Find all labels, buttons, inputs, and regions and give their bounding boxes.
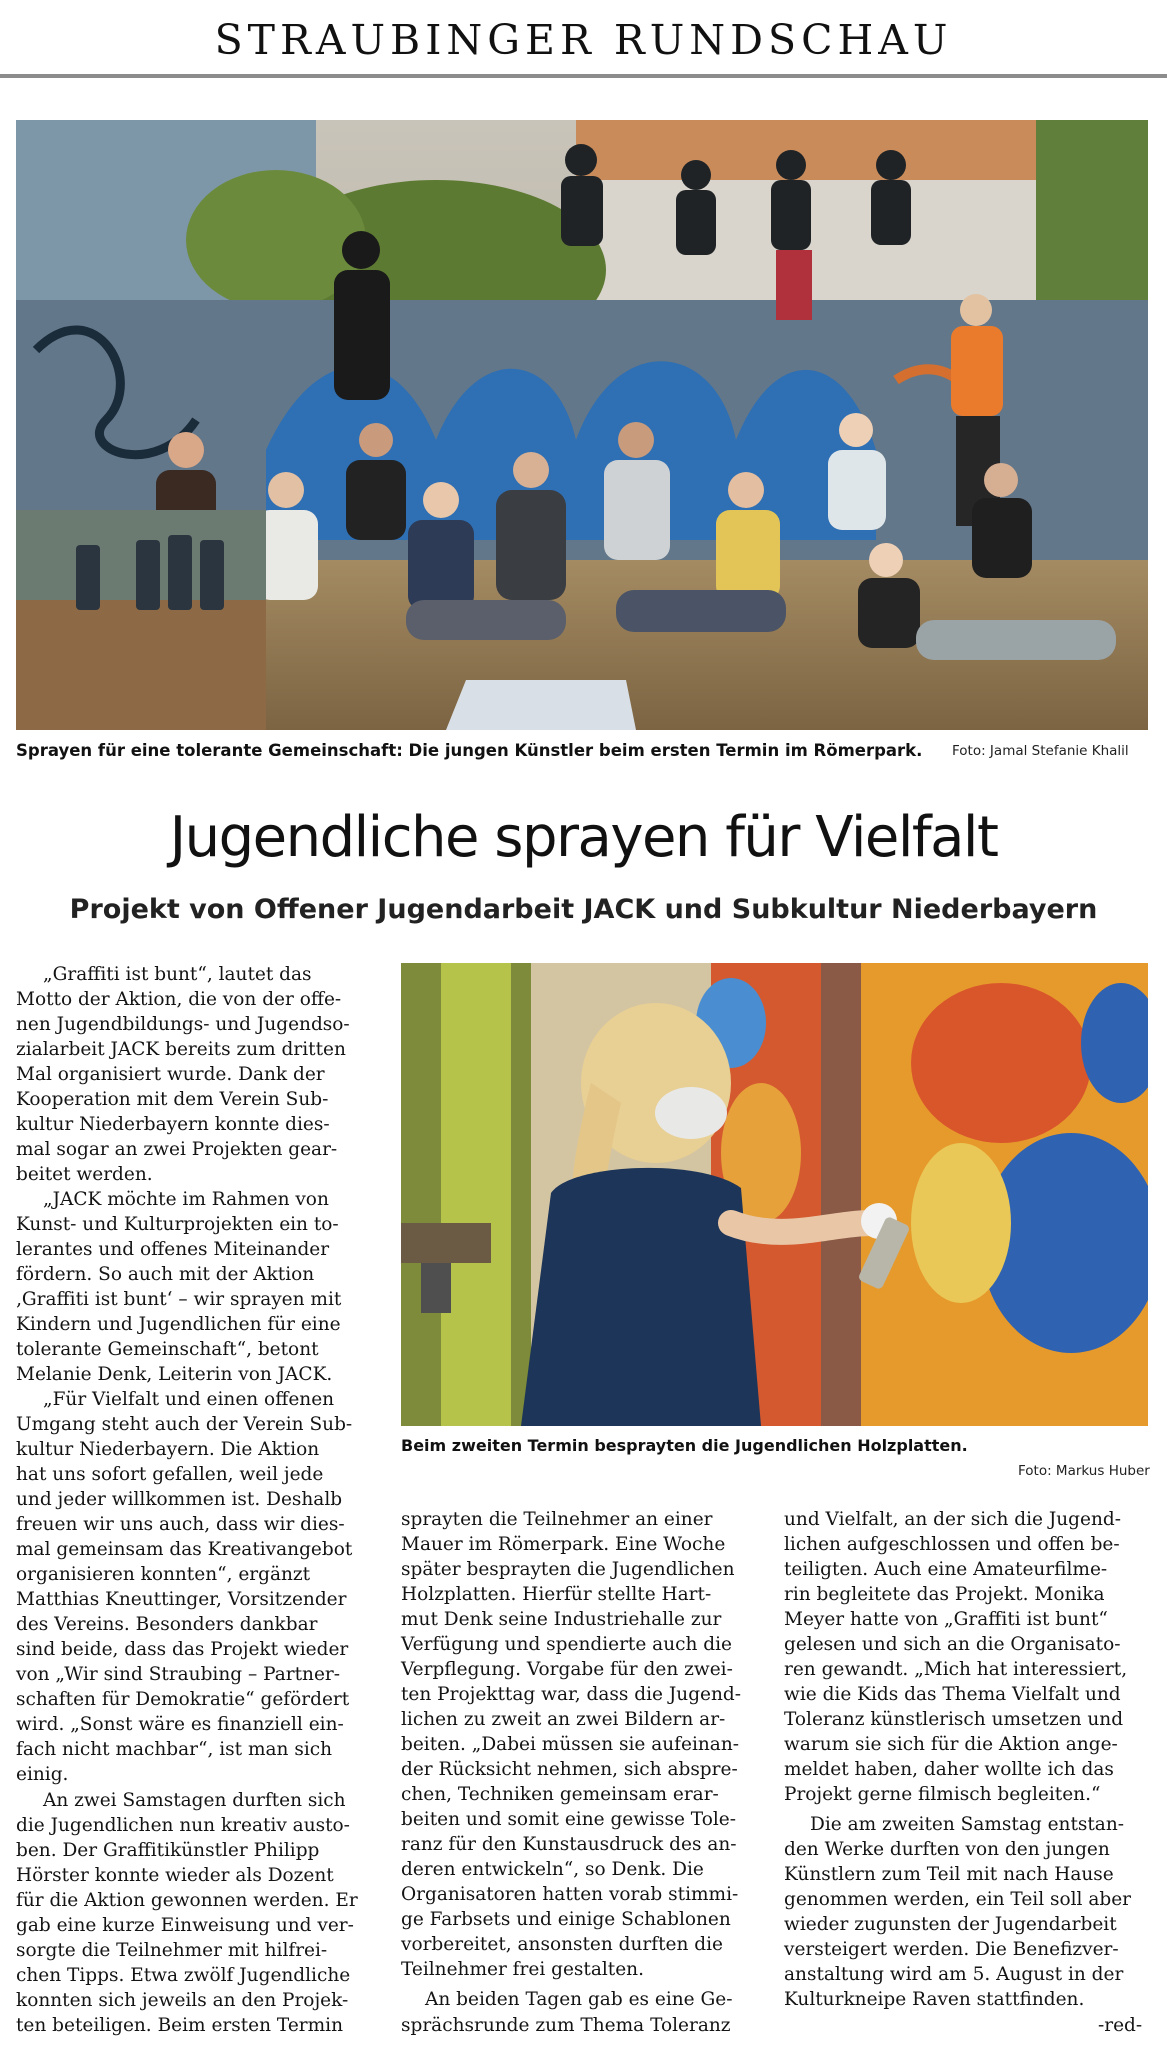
text-line: später besprayten die Jugendlichen (401, 1559, 735, 1580)
text-line: Künstlern zum Teil mit nach Hause (784, 1864, 1114, 1885)
text-line: den Werke durften von den jungen (784, 1839, 1110, 1860)
text-line: chen, Techniken gemeinsam erar- (401, 1784, 719, 1805)
newspaper-title: STRAUBINGER RUNDSCHAU (214, 16, 953, 64)
text-line: ten beteiligen. Beim ersten Termin (16, 2015, 343, 2036)
text-line: mal sogar an zwei Projekten gear- (16, 1139, 338, 1160)
text-line: lichen zu zweit an zwei Bildern ar- (401, 1709, 726, 1730)
text-line: freuen wir uns auch, dass wir dies- (16, 1514, 345, 1535)
text-line: Kulturkneipe Raven stattfinden. (784, 1989, 1085, 2010)
text-line: schaften für Demokratie“ gefördert (16, 1689, 350, 1710)
text-line: Holzplatten. Hierfür stellte Hart- (401, 1584, 712, 1605)
text-line: von „Wir sind Straubing – Partner- (16, 1664, 340, 1685)
text-line: mal gemeinsam das Kreativangebot (16, 1539, 353, 1560)
spraying-photo (401, 963, 1148, 1426)
text-line: sprächsrunde zum Thema Toleranz (401, 2015, 731, 2036)
photo-caption: Sprayen für eine tolerante Gemeinschaft: Die jungen Künstler beim ersten Termin im Römerpark. (16, 741, 923, 760)
article-subheadline: Projekt von Offener Jugendarbeit JACK und Subkultur Niederbayern (69, 894, 1098, 925)
text-line: organisieren konnten“, ergänzt (16, 1564, 311, 1585)
text-line: und Vielfalt, an der sich die Jugend- (784, 1509, 1121, 1530)
text-line: Mauer im Römerpark. Eine Woche (401, 1534, 726, 1555)
text-line: Verpflegung. Vorgabe für den zwei- (401, 1659, 733, 1680)
text-line: zialarbeit JACK bereits zum dritten (16, 1039, 346, 1060)
text-line: Mal organisiert wurde. Dank der (16, 1064, 325, 1085)
text-line: An zwei Samstagen durften sich (43, 1790, 346, 1811)
text-line: lichen aufgeschlossen und offen be- (784, 1534, 1120, 1555)
text-line: kultur Niederbayern konnte dies- (16, 1114, 330, 1135)
text-line: Kunst- und Kulturprojekten ein to- (16, 1214, 339, 1235)
text-line: wird. „Sonst wäre es finanziell ein- (16, 1714, 344, 1735)
masthead (0, 0, 1167, 78)
text-line: ranz für den Kunstausdruck des an- (401, 1834, 737, 1855)
group-photo-illustration (16, 120, 1148, 730)
text-line: fördern. So auch mit der Aktion (16, 1264, 315, 1285)
text-line: Toleranz künstlerisch umsetzen und (784, 1709, 1124, 1730)
text-line: Matthias Kneuttinger, Vorsitzender (16, 1589, 347, 1610)
text-line: beitet werden. (16, 1164, 153, 1185)
text-line: Melanie Denk, Leiterin von JACK. (16, 1364, 333, 1385)
text-line: ten Projekttag war, dass die Jugend- (401, 1684, 742, 1705)
text-line: chen Tipps. Etwa zwölf Jugendliche (16, 1965, 351, 1986)
photo-credit: Foto: Markus Huber (1018, 1463, 1150, 1479)
text-line: „Graffiti ist bunt“, lautet das (43, 964, 312, 985)
text-line: wieder zugunsten der Jugendarbeit (784, 1914, 1117, 1935)
text-line: teiligten. Auch eine Amateurfilme- (784, 1559, 1108, 1580)
signature: -red- (1098, 2015, 1143, 2036)
text-line: „Für Vielfalt und einen offenen (43, 1389, 335, 1410)
text-line: deren entwickeln“, so Denk. Die (401, 1859, 704, 1880)
text-line: „JACK möchte im Rahmen von (43, 1189, 329, 1210)
text-line: kultur Niederbayern. Die Aktion (16, 1439, 320, 1460)
text-line: ‚Graffiti ist bunt‘ – wir sprayen mit (16, 1289, 342, 1310)
text-line: lerantes und offenes Miteinander (16, 1239, 330, 1260)
text-line: Kooperation mit dem Verein Sub- (16, 1089, 329, 1110)
text-line: nen Jugendbildungs- und Jugendso- (16, 1014, 350, 1035)
text-line: beiten. „Dabei müssen sie aufeinan- (401, 1734, 739, 1755)
text-line: rin begleitete das Projekt. Monika (784, 1584, 1105, 1605)
text-line: ge Farbsets und einige Schablonen (401, 1909, 731, 1930)
text-line: einig. (16, 1764, 69, 1785)
photo-credit: Foto: Jamal Stefanie Khalil (952, 743, 1129, 759)
text-line: sorgte die Teilnehmer mit hilfrei- (16, 1940, 328, 1961)
text-line: An beiden Tagen gab es eine Ge- (425, 1989, 733, 2010)
text-line: genommen werden, ein Teil soll aber (784, 1889, 1132, 1910)
text-line: Umgang steht auch der Verein Sub- (16, 1414, 353, 1435)
text-line: mut Denk seine Industriehalle zur (401, 1609, 722, 1630)
text-line: fach nicht machbar“, ist man sich (16, 1739, 333, 1760)
text-line: Organisatoren hatten vorab stimmi- (401, 1884, 739, 1905)
text-line: anstaltung wird am 5. August in der (784, 1964, 1124, 1985)
text-line: Projekt gerne filmisch begleiten.“ (784, 1784, 1101, 1805)
text-line: gab eine kurze Einweisung und ver- (16, 1915, 354, 1936)
text-line: für die Aktion gewonnen werden. Er (16, 1890, 358, 1911)
text-line: Verfügung und spendierte auch die (401, 1634, 732, 1655)
text-line: sprayten die Teilnehmer an einer (401, 1509, 713, 1530)
text-line: Die am zweiten Samstag entstan- (810, 1814, 1125, 1835)
photo-caption: Beim zweiten Termin besprayten die Jugendlichen Holzplatten. (401, 1436, 968, 1455)
text-line: meldet haben, daher wollte ich das (784, 1759, 1114, 1780)
text-line: warum sie sich für die Aktion ange- (784, 1734, 1118, 1755)
text-line: ren gewandt. „Mich hat interessiert, (784, 1659, 1128, 1680)
text-line: die Jugendlichen nun kreativ austo- (16, 1815, 350, 1836)
text-line: beiten und somit eine gewisse Tole- (401, 1809, 736, 1830)
text-line: sind beide, dass das Projekt wieder (16, 1639, 349, 1660)
article-headline: Jugendliche sprayen für Vielfalt (169, 805, 998, 870)
text-line: Teilnehmer frei gestalten. (401, 1959, 644, 1980)
group-photo (16, 120, 1148, 730)
text-line: und jeder willkommen ist. Deshalb (16, 1489, 343, 1510)
spraying-photo-illustration (401, 963, 1148, 1426)
text-line: Meyer hatte von „Graffiti ist bunt“ (784, 1609, 1108, 1630)
text-line: vorbereitet, ansonsten durften die (401, 1934, 724, 1955)
text-line: versteigert werden. Die Benefizver- (784, 1939, 1119, 1960)
text-line: Hörster konnte wieder als Dozent (16, 1865, 334, 1886)
text-line: ben. Der Graffitikünstler Philipp (16, 1840, 320, 1861)
text-line: gelesen und sich an die Organisato- (784, 1634, 1121, 1655)
text-line: Motto der Aktion, die von der offe- (16, 989, 342, 1010)
text-line: konnten sich jeweils an den Projek- (16, 1990, 349, 2011)
text-line: tolerante Gemeinschaft“, betont (16, 1339, 319, 1360)
text-line: der Rücksicht nehmen, sich abspre- (401, 1759, 738, 1780)
text-line: hat uns sofort gefallen, weil jede (16, 1464, 324, 1485)
masthead-divider (0, 74, 1167, 78)
text-line: wie die Kids das Thema Vielfalt und (784, 1684, 1121, 1705)
text-line: Kindern und Jugendlichen für eine (16, 1314, 341, 1335)
text-line: des Vereins. Besonders dankbar (16, 1614, 318, 1635)
